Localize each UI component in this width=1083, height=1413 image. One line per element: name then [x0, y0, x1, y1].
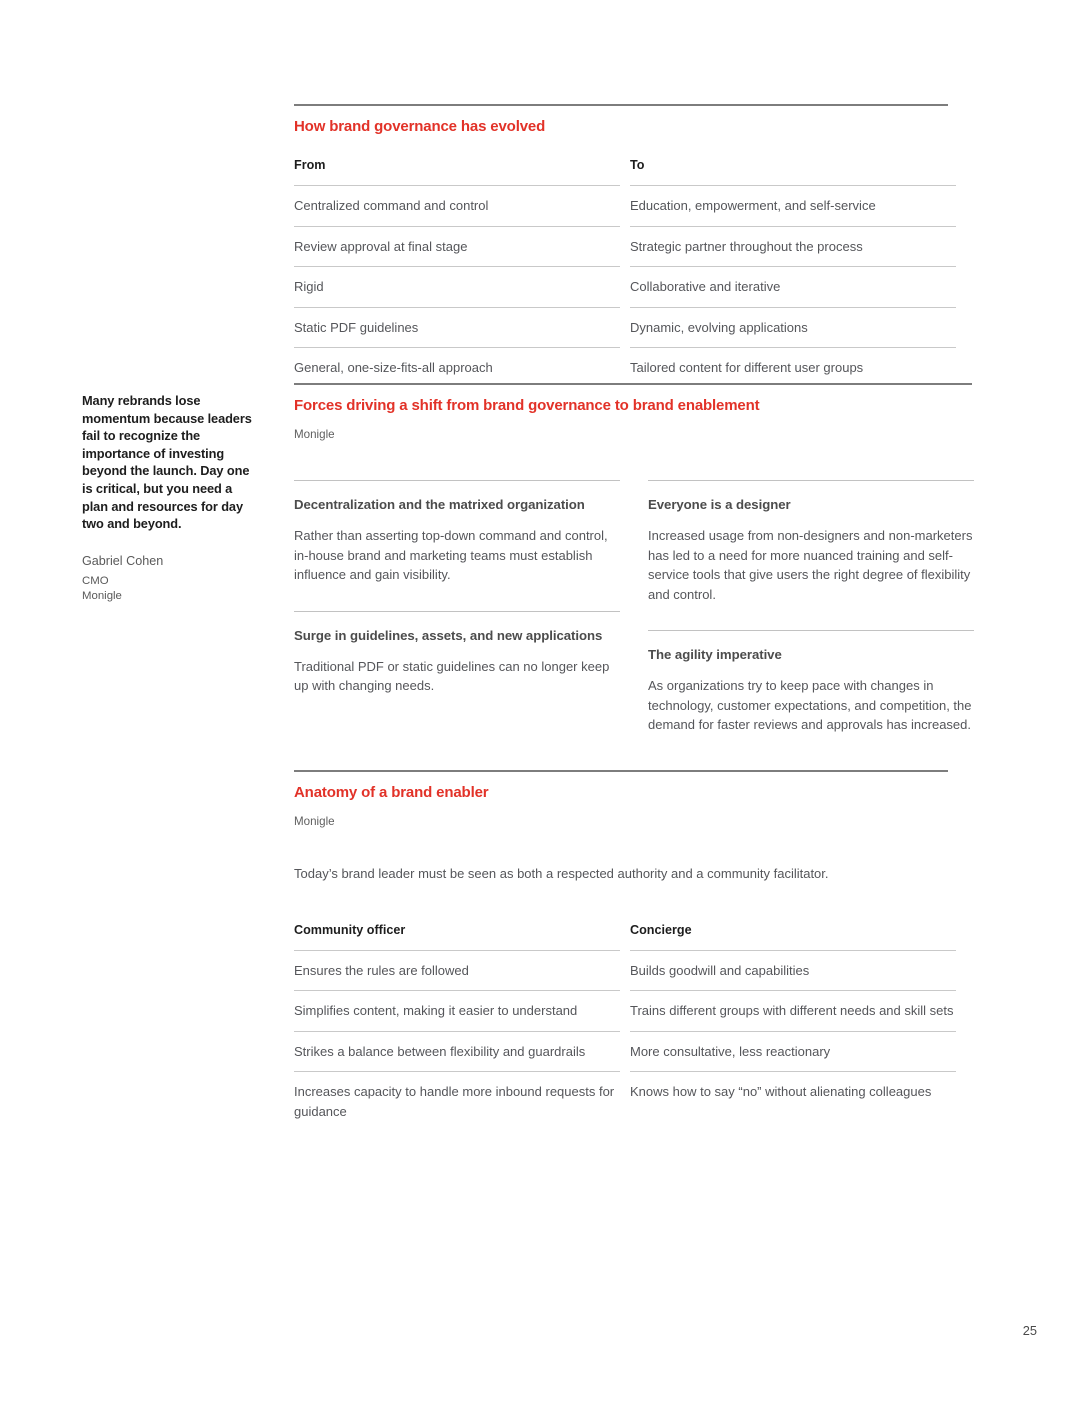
anatomy-column-concierge — [630, 922, 956, 1132]
table-row: General, one-size-fits-all approach — [294, 347, 620, 388]
force-card-title: Decentralization and the matrixed organization — [294, 497, 585, 513]
force-card — [294, 611, 620, 696]
table-row: Ensures the rules are followed — [294, 950, 620, 991]
section-title-anatomy: Anatomy of a brand enabler — [294, 784, 489, 801]
section-title-evolution: How brand governance has evolved — [294, 118, 546, 135]
pullquote-author-title: CMO — [82, 574, 109, 587]
force-card-body: As organizations try to keep pace with changes in technology, customer expectations, and competition, the demand for faster reviews and approvals has increased. — [648, 678, 972, 733]
force-card-body: Increased usage from non-designers and non-marketers has led to a need for more nuanced training and self-service tools that give users the right degree of flexibility and control. — [648, 528, 973, 602]
anatomy-column-community-officer — [294, 922, 620, 1132]
table-row: More consultative, less reactionary — [630, 1031, 956, 1072]
column-header: To — [630, 158, 645, 172]
anatomy-table — [294, 922, 956, 1132]
force-card — [648, 480, 974, 604]
column-header: Community officer — [294, 922, 406, 937]
table-row: Strikes a balance between flexibility and guardrails — [294, 1031, 620, 1072]
force-card-title: The agility imperative — [648, 647, 782, 663]
force-card-title: Everyone is a designer — [648, 497, 791, 513]
table-row: Collaborative and iterative — [630, 266, 956, 307]
section-source-anatomy: Monigle — [294, 815, 335, 829]
force-card-title: Surge in guidelines, assets, and new applications — [294, 627, 603, 643]
forces-card-grid — [294, 480, 974, 735]
force-card — [294, 480, 620, 585]
page-number: 25 — [1022, 1323, 1037, 1338]
forces-column-right — [648, 480, 974, 735]
evolution-column-from — [294, 157, 620, 388]
section-top-rule — [294, 770, 948, 772]
section-top-rule — [294, 104, 948, 106]
force-card-body: Traditional PDF or static guidelines can no longer keep up with changing needs. — [294, 658, 610, 694]
table-row: Increases capacity to handle more inbound requests for guidance — [294, 1071, 620, 1131]
table-row: Dynamic, evolving applications — [630, 307, 956, 348]
forces-column-left — [294, 480, 620, 735]
sidebar-pullquote — [82, 392, 257, 604]
section-anatomy-brand-enabler — [294, 770, 956, 1131]
table-row: Review approval at final stage — [294, 226, 620, 267]
table-row: Static PDF guidelines — [294, 307, 620, 348]
table-row: Centralized command and control — [294, 185, 620, 226]
table-row: Trains different groups with different needs and skill sets — [630, 990, 956, 1031]
section-source-forces: Monigle — [294, 428, 335, 442]
section-top-rule — [294, 383, 972, 385]
section-title-forces: Forces driving a shift from brand governance to brand enablement — [294, 397, 760, 414]
anatomy-lede: Today’s brand leader must be seen as both a respected authority and a community facilitator. — [294, 866, 829, 882]
table-row: Tailored content for different user groups — [630, 347, 956, 388]
pullquote-author-meta — [82, 574, 257, 604]
force-card-body: Rather than asserting top-down command and control, in-house brand and marketing teams must establish influence and gain visibility. — [294, 528, 608, 583]
table-row: Rigid — [294, 266, 620, 307]
evolution-table — [294, 157, 956, 388]
pullquote-text: Many rebrands lose momentum because leaders fail to recognize the importance of investing beyond the launch. Day one is critical, but you need a plan and resources for day two and beyond. — [82, 393, 252, 532]
table-row: Builds goodwill and capabilities — [630, 950, 956, 991]
table-row: Simplifies content, making it easier to understand — [294, 990, 620, 1031]
column-header: Concierge — [630, 922, 692, 937]
force-card — [648, 630, 974, 735]
section-brand-governance-evolved — [294, 104, 956, 388]
table-row: Education, empowerment, and self-service — [630, 185, 956, 226]
pullquote-author-company: Monigle — [82, 589, 122, 602]
evolution-column-to — [630, 157, 956, 388]
table-row: Knows how to say “no” without alienating colleagues — [630, 1071, 956, 1112]
section-forces-driving-shift — [294, 383, 974, 735]
column-header: From — [294, 158, 326, 172]
pullquote-author-name: Gabriel Cohen — [82, 553, 164, 568]
table-row: Strategic partner throughout the process — [630, 226, 956, 267]
